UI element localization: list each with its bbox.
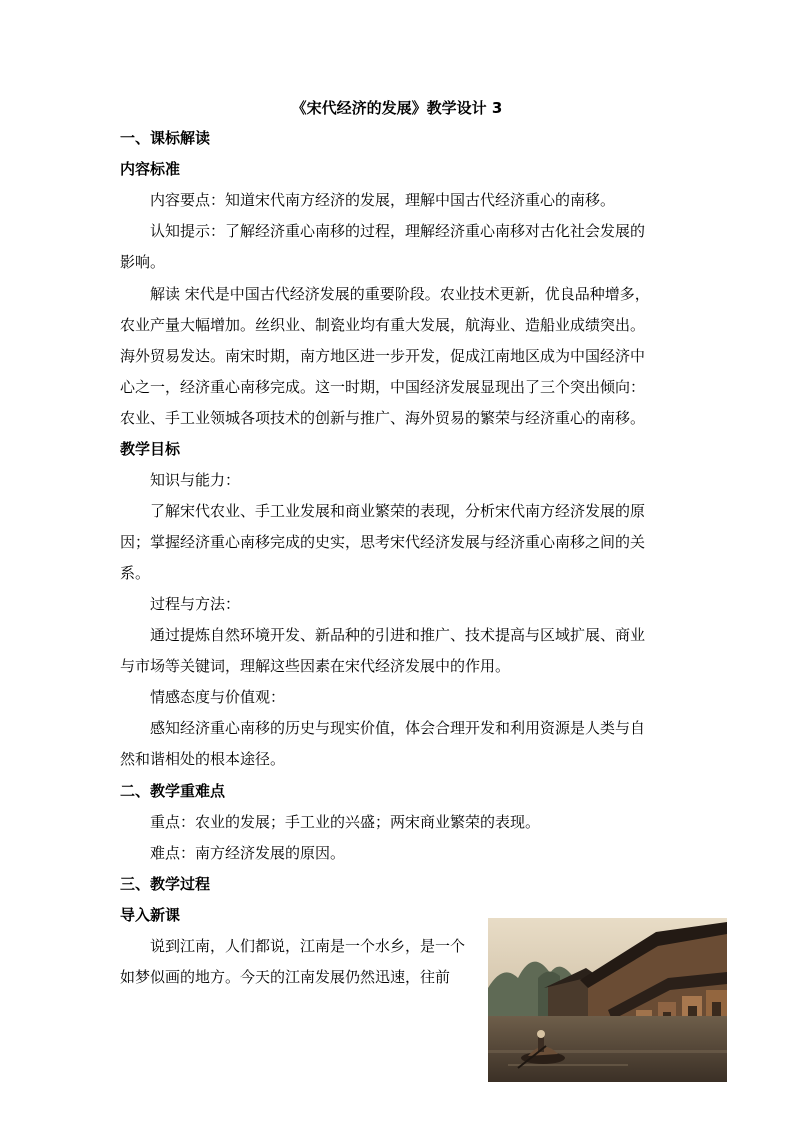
emotion-values-label: 情感态度与价值观： <box>150 688 286 706</box>
section-heading-key-points: 二、教学重难点 <box>120 782 226 800</box>
introduction-text: 说到江南，人们都说，江南是一个水乡，是一个 <box>150 937 466 955</box>
interpretation-text: 海外贸易发达。南宋时期，南方地区进一步开发，促成江南地区成为中国经济中 <box>120 347 646 365</box>
interpretation-text: 农业、手工业领城各项技术的创新与推广、海外贸易的繁荣与经济重心的南移。 <box>120 409 646 427</box>
emotion-values-text: 感知经济重心南移的历史与现实价值，体会合理开发和利用资源是人类与自 <box>150 719 646 737</box>
water-town-photo <box>488 918 727 1082</box>
process-method-text: 通过提炼自然环境开发、新品种的引进和推广、技术提高与区域扩展、商业 <box>150 626 646 644</box>
key-point-text: 重点：农业的发展；手工业的兴盛；两宋商业繁荣的表现。 <box>150 813 541 831</box>
knowledge-ability-label: 知识与能力： <box>150 471 241 489</box>
knowledge-ability-text: 因；掌握经济重心南移完成的史实，思考宋代经济发展与经济重心南移之间的关 <box>120 533 646 551</box>
emotion-values-text: 然和谐相处的根本途径。 <box>120 750 286 768</box>
section-heading-standards: 一、课标解读 <box>120 129 211 147</box>
subheading-introduction: 导入新课 <box>120 906 181 924</box>
cognitive-hint-text-cont: 影响。 <box>120 253 166 271</box>
subheading-content-standard: 内容标准 <box>120 160 181 178</box>
process-method-text: 与市场等关键词，理解这些因素在宋代经济发展中的作用。 <box>120 657 511 675</box>
cognitive-hint-text: 认知提示：了解经济重心南移的过程，理解经济重心南移对古化社会发展的 <box>150 222 646 240</box>
content-requirement-text: 内容要点：知道宋代南方经济的发展，理解中国古代经济重心的南移。 <box>150 191 616 209</box>
section-heading-process: 三、教学过程 <box>120 875 211 893</box>
introduction-text: 如梦似画的地方。今天的江南发展仍然迅速，往前 <box>120 968 451 986</box>
interpretation-text: 心之一，经济重心南移完成。这一时期，中国经济发展显现出了三个突出倾向： <box>120 378 646 396</box>
subheading-teaching-goals: 教学目标 <box>120 440 181 458</box>
interpretation-text: 解读 宋代是中国古代经济发展的重要阶段。农业技术更新，优良品种增多， <box>150 285 650 303</box>
knowledge-ability-text: 了解宋代农业、手工业发展和商业繁荣的表现，分析宋代南方经济发展的原 <box>150 502 646 520</box>
document-title: 《宋代经济的发展》教学设计 3 <box>291 99 503 117</box>
interpretation-text: 农业产量大幅增加。丝织业、制瓷业均有重大发展，航海业、造船业成绩突出。 <box>120 316 646 334</box>
knowledge-ability-text: 系。 <box>120 564 151 582</box>
process-method-label: 过程与方法： <box>150 595 241 613</box>
difficult-point-text: 难点：南方经济发展的原因。 <box>150 844 346 862</box>
